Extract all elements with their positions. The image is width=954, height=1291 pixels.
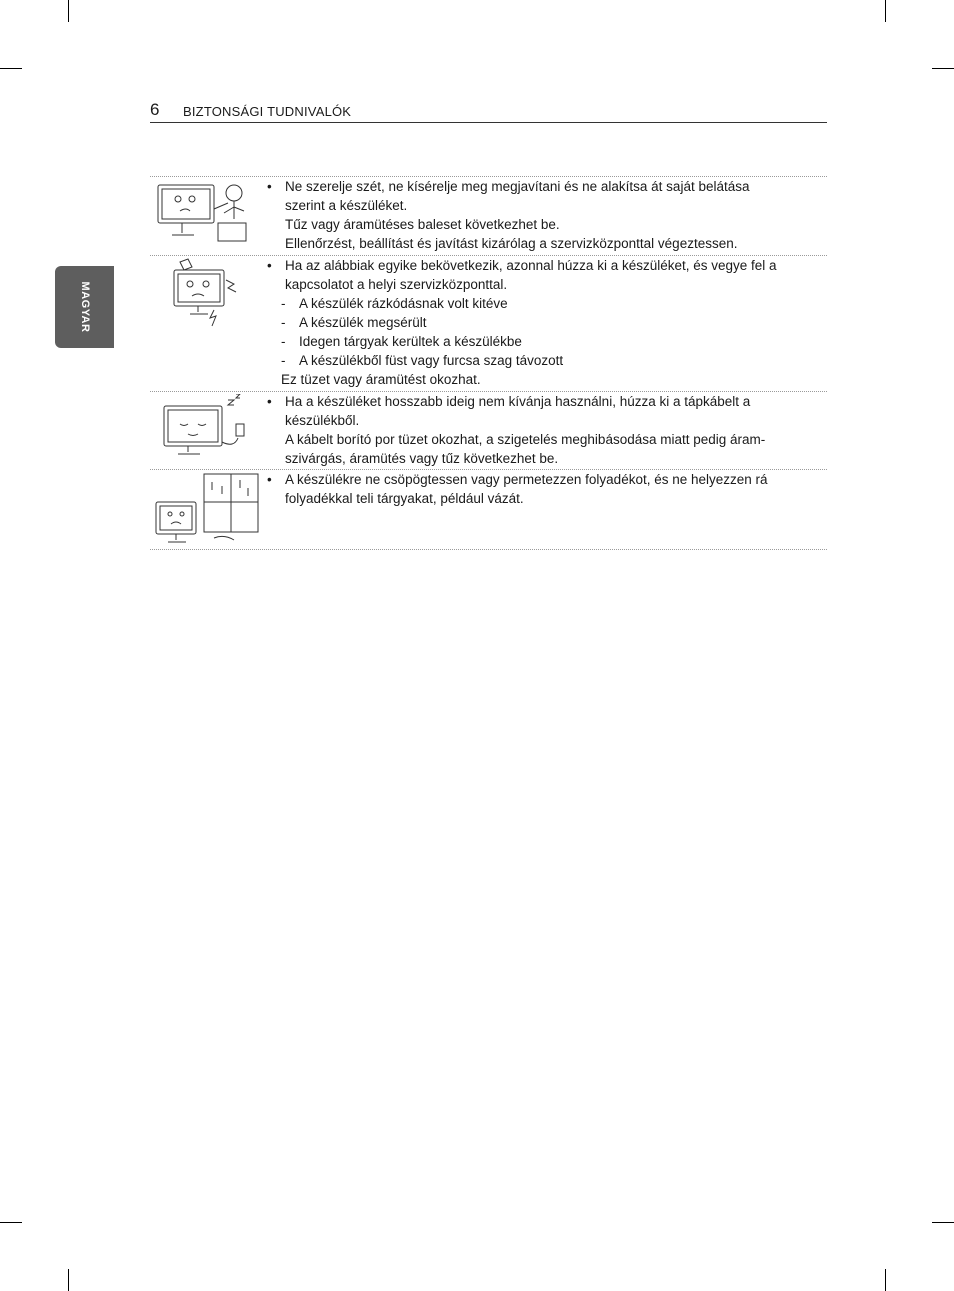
text-line: szerint a készüléket. (285, 198, 408, 213)
sub-item: A készülékből füst vagy furcsa szag távozott (299, 353, 564, 368)
text-line: kapcsolatot a helyi szervizközponttal. (285, 277, 508, 292)
tv-near-window-rain-illustration (150, 470, 260, 549)
sub-item: A készülék megsérült (299, 315, 427, 330)
safety-item-text (260, 470, 827, 549)
page-number: 6 (150, 100, 160, 119)
section-title: BIZTONSÁGI TUDNIVALÓK (183, 104, 352, 119)
dash: - (281, 353, 286, 368)
safety-item (150, 470, 827, 550)
text-line: készülékből. (285, 413, 360, 428)
person-repairing-tv-illustration (150, 177, 260, 255)
crop-mark (932, 68, 954, 69)
language-tab (55, 266, 114, 348)
bullet: • (267, 394, 272, 409)
text-line: Ha az alábbiak egyike bekövetkezik, azonnal húzza ki a készüléket, és vegye fel a (285, 258, 777, 273)
safety-list (150, 176, 827, 550)
crop-mark (0, 68, 22, 69)
page-header (150, 100, 827, 123)
crop-mark (68, 0, 69, 22)
crop-mark (885, 1269, 886, 1291)
safety-item-text (260, 256, 827, 391)
damaged-tv-illustration (150, 256, 260, 391)
sleeping-tv-unplugged-illustration (150, 392, 260, 469)
text-line: Ez tüzet vagy áramütést okozhat. (281, 372, 481, 387)
crop-mark (885, 0, 886, 22)
text-line: A készülékre ne csöpögtessen vagy permetezzen folyadékot, és ne helyezzen rá (285, 472, 768, 487)
dash: - (281, 334, 286, 349)
dash: - (281, 296, 286, 311)
bullet: • (267, 179, 272, 194)
language-tab-label: MAGYAR (78, 281, 91, 333)
dash: - (281, 315, 286, 330)
crop-mark (932, 1222, 954, 1223)
crop-mark (68, 1269, 69, 1291)
sub-item: A készülék rázkódásnak volt kitéve (299, 296, 508, 311)
text-line: Tűz vagy áramütéses baleset következhet be. (285, 217, 560, 232)
safety-item-text (260, 392, 827, 469)
bullet: • (267, 472, 272, 487)
safety-item (150, 256, 827, 392)
text-line: szivárgás, áramütés vagy tűz következhet be. (285, 451, 559, 466)
bullet: • (267, 258, 272, 273)
text-line: Ha a készüléket hosszabb ideig nem kívánja használni, húzza ki a tápkábelt a (285, 394, 751, 409)
text-line: A kábelt borító por tüzet okozhat, a szigetelés meghibásodása miatt pedig áram- (285, 432, 766, 447)
text-line: Ellenőrzést, beállítást és javítást kizárólag a szervizközponttal végeztessen. (285, 236, 738, 251)
sub-item: Idegen tárgyak kerültek a készülékbe (299, 334, 522, 349)
crop-mark (0, 1222, 22, 1223)
text-line: Ne szerelje szét, ne kísérelje meg megjavítani és ne alakítsa át saját belátása (285, 179, 750, 194)
safety-item-text (260, 177, 827, 255)
safety-item (150, 392, 827, 470)
text-line: folyadékkal teli tárgyakat, például vázát. (285, 491, 524, 506)
safety-item (150, 177, 827, 256)
